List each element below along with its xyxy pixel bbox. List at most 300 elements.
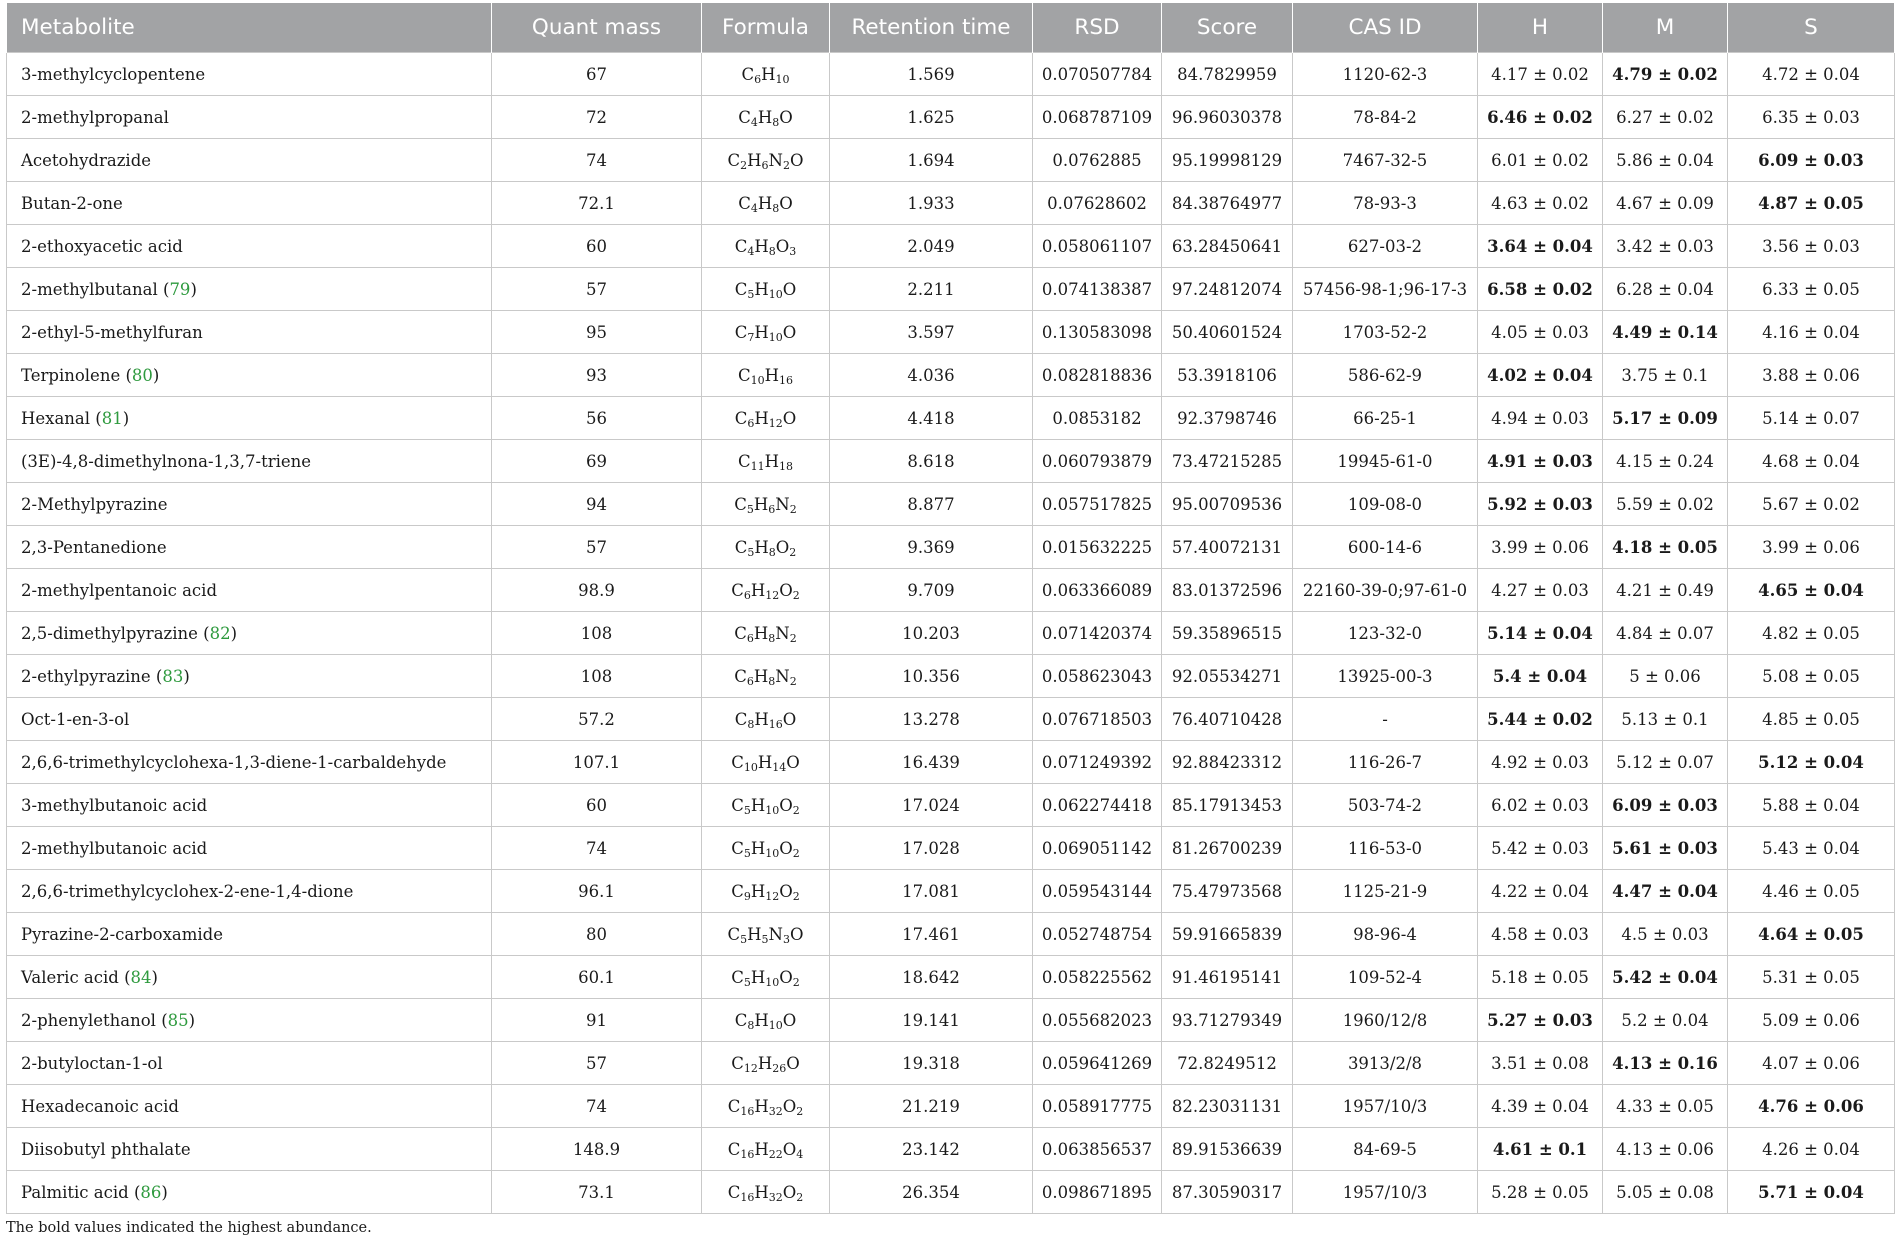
cell-formula — [702, 397, 830, 440]
formula-element: C — [737, 365, 751, 385]
cell-formula — [702, 526, 830, 569]
formula-element: O — [789, 150, 804, 170]
cell-metabolite: Palmitic acid (86) — [7, 1171, 492, 1214]
cell-retention-time: 1.694 — [830, 139, 1033, 182]
table-row — [7, 827, 1895, 870]
cell-m: 3.42 ± 0.03 — [1603, 225, 1728, 268]
formula-element: C — [727, 150, 741, 170]
reference-link[interactable]: 81 — [101, 408, 123, 428]
metabolite-name: 2,6,6-trimethylcyclohex-2-ene-1,4-dione — [21, 881, 354, 901]
cell-s: 4.68 ± 0.04 — [1728, 440, 1895, 483]
formula-count: 8 — [747, 717, 755, 731]
cell-quant-mass: 72.1 — [492, 182, 702, 225]
formula-count: 2 — [789, 502, 797, 516]
cell-quant-mass: 107.1 — [492, 741, 702, 784]
cell-cas-id: 586-62-9 — [1293, 354, 1478, 397]
cell-metabolite: 2-methylbutanal (79) — [7, 268, 492, 311]
formula-element: H — [764, 451, 779, 471]
formula-count: 2 — [789, 674, 797, 688]
cell-m: 5.17 ± 0.09 — [1603, 397, 1728, 440]
cell-rsd: 0.070507784 — [1033, 53, 1162, 96]
formula-count: 2 — [792, 846, 800, 860]
formula-count: 6 — [768, 502, 776, 516]
cell-rsd: 0.098671895 — [1033, 1171, 1162, 1214]
table-row — [7, 354, 1895, 397]
cell-s: 5.43 ± 0.04 — [1728, 827, 1895, 870]
formula-element: H — [754, 709, 769, 729]
cell-metabolite — [7, 1128, 492, 1171]
cell-metabolite — [7, 483, 492, 526]
cell-score: 82.23031131 — [1162, 1085, 1293, 1128]
formula-element: H — [750, 580, 766, 600]
cell-cas-id: 66-25-1 — [1293, 397, 1478, 440]
formula-element: C — [731, 838, 744, 858]
formula-element: O — [786, 1053, 800, 1073]
cell-retention-time: 17.028 — [830, 827, 1033, 870]
cell-rsd: 0.058061107 — [1033, 225, 1162, 268]
formula-count: 8 — [768, 674, 776, 688]
cell-m: 4.79 ± 0.02 — [1603, 53, 1728, 96]
cell-cas-id: 7467-32-5 — [1293, 139, 1478, 182]
cell-formula — [702, 1171, 830, 1214]
cell-quant-mass: 108 — [492, 655, 702, 698]
cell-rsd: 0.059641269 — [1033, 1042, 1162, 1085]
cell-score: 85.17913453 — [1162, 784, 1293, 827]
cell-s: 4.46 ± 0.05 — [1728, 870, 1895, 913]
cell-formula — [702, 827, 830, 870]
metabolite-name: Diisobutyl phthalate — [21, 1139, 191, 1159]
formula-count: 5 — [743, 803, 751, 817]
cell-quant-mass: 72 — [492, 96, 702, 139]
cell-m: 5.59 ± 0.02 — [1603, 483, 1728, 526]
cell-formula — [702, 999, 830, 1042]
formula-count: 2 — [789, 545, 797, 559]
cell-retention-time: 17.024 — [830, 784, 1033, 827]
cell-retention-time: 17.081 — [830, 870, 1033, 913]
cell-retention-time: 4.418 — [830, 397, 1033, 440]
header-row — [7, 3, 1895, 53]
formula-element: H — [747, 924, 762, 944]
formula-element: O — [779, 967, 793, 987]
formula-element: C — [731, 752, 744, 772]
cell-h: 6.02 ± 0.03 — [1478, 784, 1603, 827]
cell-formula — [702, 311, 830, 354]
formula-count: 6 — [743, 588, 751, 602]
cell-cas-id: 3913/2/8 — [1293, 1042, 1478, 1085]
formula-element: H — [753, 623, 769, 643]
cell-retention-time: 1.569 — [830, 53, 1033, 96]
formula-element: H — [750, 838, 766, 858]
cell-formula — [702, 139, 830, 182]
formula-element: N — [768, 150, 783, 170]
formula-element: H — [753, 666, 769, 686]
formula-count: 2 — [792, 975, 800, 989]
cell-formula — [702, 225, 830, 268]
cell-quant-mass: 108 — [492, 612, 702, 655]
cell-cas-id: 57456-98-1;96-17-3 — [1293, 268, 1478, 311]
cell-h: 4.17 ± 0.02 — [1478, 53, 1603, 96]
formula-count: 4 — [750, 115, 758, 129]
formula-count: 4 — [750, 201, 758, 215]
formula-element: H — [754, 408, 769, 428]
cell-cas-id: 78-93-3 — [1293, 182, 1478, 225]
cell-s: 6.09 ± 0.03 — [1728, 139, 1895, 182]
cell-formula — [702, 440, 830, 483]
cell-rsd: 0.071420374 — [1033, 612, 1162, 655]
table-body — [7, 53, 1895, 1214]
cell-s: 5.67 ± 0.02 — [1728, 483, 1895, 526]
cell-formula — [702, 612, 830, 655]
metabolite-name: 3-methylbutanoic acid — [21, 795, 208, 815]
cell-cas-id: 1960/12/8 — [1293, 999, 1478, 1042]
cell-score: 63.28450641 — [1162, 225, 1293, 268]
cell-s: 4.72 ± 0.04 — [1728, 53, 1895, 96]
formula-element: C — [731, 967, 744, 987]
cell-formula — [702, 569, 830, 612]
cell-rsd: 0.052748754 — [1033, 913, 1162, 956]
formula-element: C — [727, 1182, 741, 1202]
cell-h: 4.39 ± 0.04 — [1478, 1085, 1603, 1128]
cell-m: 3.75 ± 0.1 — [1603, 354, 1728, 397]
cell-rsd: 0.071249392 — [1033, 741, 1162, 784]
cell-s: 5.88 ± 0.04 — [1728, 784, 1895, 827]
formula-element: O — [782, 1182, 797, 1202]
cell-h: 4.92 ± 0.03 — [1478, 741, 1603, 784]
formula-element: C — [727, 1139, 741, 1159]
cell-m: 4.13 ± 0.06 — [1603, 1128, 1728, 1171]
table-row — [7, 483, 1895, 526]
cell-formula — [702, 655, 830, 698]
cell-rsd: 0.076718503 — [1033, 698, 1162, 741]
cell-m: 4.84 ± 0.07 — [1603, 612, 1728, 655]
cell-metabolite — [7, 1085, 492, 1128]
cell-retention-time: 21.219 — [830, 1085, 1033, 1128]
cell-rsd: 0.058623043 — [1033, 655, 1162, 698]
reference-link[interactable]: 79 — [169, 279, 191, 299]
cell-m: 4.18 ± 0.05 — [1603, 526, 1728, 569]
cell-s: 5.31 ± 0.05 — [1728, 956, 1895, 999]
formula-element: H — [757, 193, 773, 213]
cell-formula — [702, 182, 830, 225]
cell-score: 96.96030378 — [1162, 96, 1293, 139]
metabolite-name: Hexadecanoic acid — [21, 1096, 179, 1116]
cell-m: 5.05 ± 0.08 — [1603, 1171, 1728, 1214]
formula-count: 10 — [768, 330, 783, 344]
cell-h: 4.94 ± 0.03 — [1478, 397, 1603, 440]
formula-count: 2 — [796, 1190, 804, 1204]
formula-count: 26 — [772, 1061, 787, 1075]
formula-count: 16 — [768, 717, 783, 731]
cell-formula — [702, 913, 830, 956]
cell-cas-id: 1125-21-9 — [1293, 870, 1478, 913]
formula-count: 2 — [792, 803, 800, 817]
cell-rsd: 0.058225562 — [1033, 956, 1162, 999]
formula-count: 3 — [789, 244, 797, 258]
table-row — [7, 956, 1895, 999]
cell-h: 5.14 ± 0.04 — [1478, 612, 1603, 655]
cell-h: 3.99 ± 0.06 — [1478, 526, 1603, 569]
header-m: M — [1603, 3, 1728, 53]
formula-element: H — [754, 1182, 769, 1202]
cell-s: 3.56 ± 0.03 — [1728, 225, 1895, 268]
reference-link[interactable]: 86 — [140, 1182, 162, 1202]
reference-link[interactable]: 85 — [167, 1010, 189, 1030]
cell-metabolite — [7, 913, 492, 956]
cell-metabolite — [7, 827, 492, 870]
metabolite-name: 2-ethyl-5-methylfuran — [21, 322, 203, 342]
cell-s: 4.07 ± 0.06 — [1728, 1042, 1895, 1085]
cell-formula — [702, 784, 830, 827]
metabolite-name: Terpinolene — [21, 365, 121, 385]
formula-element: H — [764, 365, 779, 385]
cell-cas-id: 109-52-4 — [1293, 956, 1478, 999]
cell-m: 5 ± 0.06 — [1603, 655, 1728, 698]
table-row — [7, 870, 1895, 913]
formula-element: N — [768, 924, 783, 944]
cell-rsd: 0.0853182 — [1033, 397, 1162, 440]
cell-metabolite — [7, 526, 492, 569]
cell-h: 5.4 ± 0.04 — [1478, 655, 1603, 698]
formula-element: O — [789, 924, 804, 944]
formula-count: 2 — [792, 889, 800, 903]
cell-quant-mass: 98.9 — [492, 569, 702, 612]
formula-count: 32 — [768, 1190, 783, 1204]
metabolite-name: 3-methylcyclopentene — [21, 64, 206, 84]
header-s: S — [1728, 3, 1895, 53]
formula-count: 12 — [765, 588, 780, 602]
cell-metabolite — [7, 225, 492, 268]
cell-quant-mass: 57 — [492, 526, 702, 569]
table-row — [7, 612, 1895, 655]
formula-count: 8 — [747, 1018, 755, 1032]
formula-element: N — [775, 494, 790, 514]
formula-element: O — [779, 580, 793, 600]
cell-s: 5.71 ± 0.04 — [1728, 1171, 1895, 1214]
formula-element: H — [753, 494, 769, 514]
formula-element: N — [775, 623, 790, 643]
header-rsd: RSD — [1033, 3, 1162, 53]
cell-rsd: 0.130583098 — [1033, 311, 1162, 354]
metabolite-name: Oct-1-en-3-ol — [21, 709, 130, 729]
cell-rsd: 0.059543144 — [1033, 870, 1162, 913]
formula-element: O — [782, 1096, 797, 1116]
header-cas-id: CAS ID — [1293, 3, 1478, 53]
table-row — [7, 440, 1895, 483]
formula-count: 10 — [743, 760, 758, 774]
cell-score: 97.24812074 — [1162, 268, 1293, 311]
header-h: H — [1478, 3, 1603, 53]
formula-element: N — [775, 666, 790, 686]
cell-cas-id: 1957/10/3 — [1293, 1171, 1478, 1214]
cell-retention-time: 19.141 — [830, 999, 1033, 1042]
formula-count: 10 — [765, 975, 780, 989]
cell-retention-time: 9.709 — [830, 569, 1033, 612]
table-row — [7, 784, 1895, 827]
cell-score: 72.8249512 — [1162, 1042, 1293, 1085]
table-row — [7, 741, 1895, 784]
cell-cas-id: 98-96-4 — [1293, 913, 1478, 956]
cell-retention-time: 17.461 — [830, 913, 1033, 956]
formula-count: 12 — [768, 416, 783, 430]
formula-count: 5 — [740, 932, 748, 946]
formula-element: O — [782, 1010, 797, 1030]
cell-formula — [702, 1085, 830, 1128]
cell-quant-mass: 57 — [492, 1042, 702, 1085]
cell-formula — [702, 354, 830, 397]
metabolite-name: 2-butyloctan-1-ol — [21, 1053, 163, 1073]
formula-count: 14 — [772, 760, 787, 774]
formula-element: H — [757, 107, 773, 127]
formula-count: 10 — [765, 846, 780, 860]
cell-quant-mass: 91 — [492, 999, 702, 1042]
cell-s: 5.09 ± 0.06 — [1728, 999, 1895, 1042]
table-row — [7, 96, 1895, 139]
cell-retention-time: 19.318 — [830, 1042, 1033, 1085]
cell-s: 4.65 ± 0.04 — [1728, 569, 1895, 612]
cell-quant-mass: 57.2 — [492, 698, 702, 741]
metabolite-name: 2-methylpropanal — [21, 107, 169, 127]
formula-element: H — [754, 279, 769, 299]
cell-score: 92.88423312 — [1162, 741, 1293, 784]
cell-m: 4.33 ± 0.05 — [1603, 1085, 1728, 1128]
formula-count: 8 — [772, 201, 780, 215]
metabolite-name: 2-Methylpyrazine — [21, 494, 168, 514]
cell-retention-time: 3.597 — [830, 311, 1033, 354]
formula-element: H — [757, 1053, 773, 1073]
cell-metabolite: 2-ethylpyrazine (83) — [7, 655, 492, 698]
cell-retention-time: 26.354 — [830, 1171, 1033, 1214]
cell-formula — [702, 1128, 830, 1171]
formula-element: C — [734, 408, 748, 428]
formula-element: C — [738, 107, 751, 127]
formula-count: 9 — [743, 889, 751, 903]
reference-link[interactable]: 84 — [130, 967, 152, 987]
metabolite-name: 2-ethylpyrazine — [21, 666, 151, 686]
formula-count: 6 — [754, 72, 762, 86]
metabolite-name: Hexanal — [21, 408, 91, 428]
cell-m: 5.2 ± 0.04 — [1603, 999, 1728, 1042]
cell-m: 4.49 ± 0.14 — [1603, 311, 1728, 354]
cell-quant-mass: 74 — [492, 1085, 702, 1128]
cell-s: 3.88 ± 0.06 — [1728, 354, 1895, 397]
cell-cas-id: 600-14-6 — [1293, 526, 1478, 569]
cell-m: 5.13 ± 0.1 — [1603, 698, 1728, 741]
cell-metabolite — [7, 741, 492, 784]
cell-retention-time: 16.439 — [830, 741, 1033, 784]
formula-element: H — [750, 967, 766, 987]
cell-m: 5.12 ± 0.07 — [1603, 741, 1728, 784]
cell-cas-id: 123-32-0 — [1293, 612, 1478, 655]
cell-cas-id: 116-53-0 — [1293, 827, 1478, 870]
cell-h: 4.58 ± 0.03 — [1478, 913, 1603, 956]
cell-metabolite: 2,5-dimethylpyrazine (82) — [7, 612, 492, 655]
reference-link[interactable]: 83 — [162, 666, 184, 686]
formula-count: 10 — [750, 373, 765, 387]
cell-rsd: 0.0762885 — [1033, 139, 1162, 182]
cell-score: 92.3798746 — [1162, 397, 1293, 440]
reference-link[interactable]: 80 — [131, 365, 153, 385]
header-formula: Formula — [702, 3, 830, 53]
formula-element: O — [779, 838, 793, 858]
formula-count: 18 — [779, 459, 793, 473]
cell-score: 95.00709536 — [1162, 483, 1293, 526]
formula-count: 2 — [792, 588, 800, 602]
cell-retention-time: 1.625 — [830, 96, 1033, 139]
cell-rsd: 0.063856537 — [1033, 1128, 1162, 1171]
cell-rsd: 0.058917775 — [1033, 1085, 1162, 1128]
formula-element: O — [782, 1139, 797, 1159]
cell-m: 6.27 ± 0.02 — [1603, 96, 1728, 139]
formula-element: C — [727, 1096, 741, 1116]
cell-rsd: 0.07628602 — [1033, 182, 1162, 225]
formula-count: 6 — [747, 416, 755, 430]
cell-rsd: 0.069051142 — [1033, 827, 1162, 870]
cell-h: 4.05 ± 0.03 — [1478, 311, 1603, 354]
header-retention-time: Retention time — [830, 3, 1033, 53]
cell-retention-time: 8.618 — [830, 440, 1033, 483]
formula-element: H — [747, 150, 762, 170]
formula-count: 2 — [789, 631, 797, 645]
formula-count: 5 — [747, 287, 755, 301]
cell-retention-time: 2.049 — [830, 225, 1033, 268]
cell-quant-mass: 96.1 — [492, 870, 702, 913]
metabolite-name: Acetohydrazide — [21, 150, 152, 170]
formula-count: 22 — [768, 1147, 783, 1161]
cell-metabolite — [7, 311, 492, 354]
formula-count: 5 — [746, 502, 754, 516]
table-row — [7, 268, 1895, 311]
cell-metabolite — [7, 139, 492, 182]
cell-metabolite — [7, 698, 492, 741]
cell-m: 4.67 ± 0.09 — [1603, 182, 1728, 225]
formula-element: C — [731, 1053, 744, 1073]
cell-retention-time: 2.211 — [830, 268, 1033, 311]
cell-score: 59.91665839 — [1162, 913, 1293, 956]
cell-quant-mass: 57 — [492, 268, 702, 311]
cell-quant-mass: 80 — [492, 913, 702, 956]
cell-score: 92.05534271 — [1162, 655, 1293, 698]
formula-count: 8 — [772, 115, 780, 129]
cell-rsd: 0.082818836 — [1033, 354, 1162, 397]
formula-count: 4 — [796, 1147, 804, 1161]
formula-count: 3 — [782, 932, 790, 946]
formula-element: H — [754, 1139, 769, 1159]
cell-h: 4.02 ± 0.04 — [1478, 354, 1603, 397]
cell-score: 57.40072131 — [1162, 526, 1293, 569]
formula-count: 10 — [765, 803, 780, 817]
metabolite-name: 2-methylbutanoic acid — [21, 838, 208, 858]
formula-count: 7 — [747, 330, 755, 344]
cell-formula — [702, 268, 830, 311]
cell-score: 59.35896515 — [1162, 612, 1293, 655]
cell-metabolite: Hexanal (81) — [7, 397, 492, 440]
formula-count: 8 — [768, 545, 776, 559]
cell-s: 4.16 ± 0.04 — [1728, 311, 1895, 354]
cell-h: 5.28 ± 0.05 — [1478, 1171, 1603, 1214]
cell-retention-time: 23.142 — [830, 1128, 1033, 1171]
cell-h: 5.42 ± 0.03 — [1478, 827, 1603, 870]
formula-element: C — [737, 451, 751, 471]
reference-link[interactable]: 82 — [209, 623, 231, 643]
cell-quant-mass: 69 — [492, 440, 702, 483]
formula-count: 16 — [740, 1147, 755, 1161]
cell-quant-mass: 148.9 — [492, 1128, 702, 1171]
cell-score: 95.19998129 — [1162, 139, 1293, 182]
cell-h: 4.63 ± 0.02 — [1478, 182, 1603, 225]
cell-quant-mass: 73.1 — [492, 1171, 702, 1214]
formula-element: O — [779, 795, 793, 815]
cell-cas-id: 19945-61-0 — [1293, 440, 1478, 483]
